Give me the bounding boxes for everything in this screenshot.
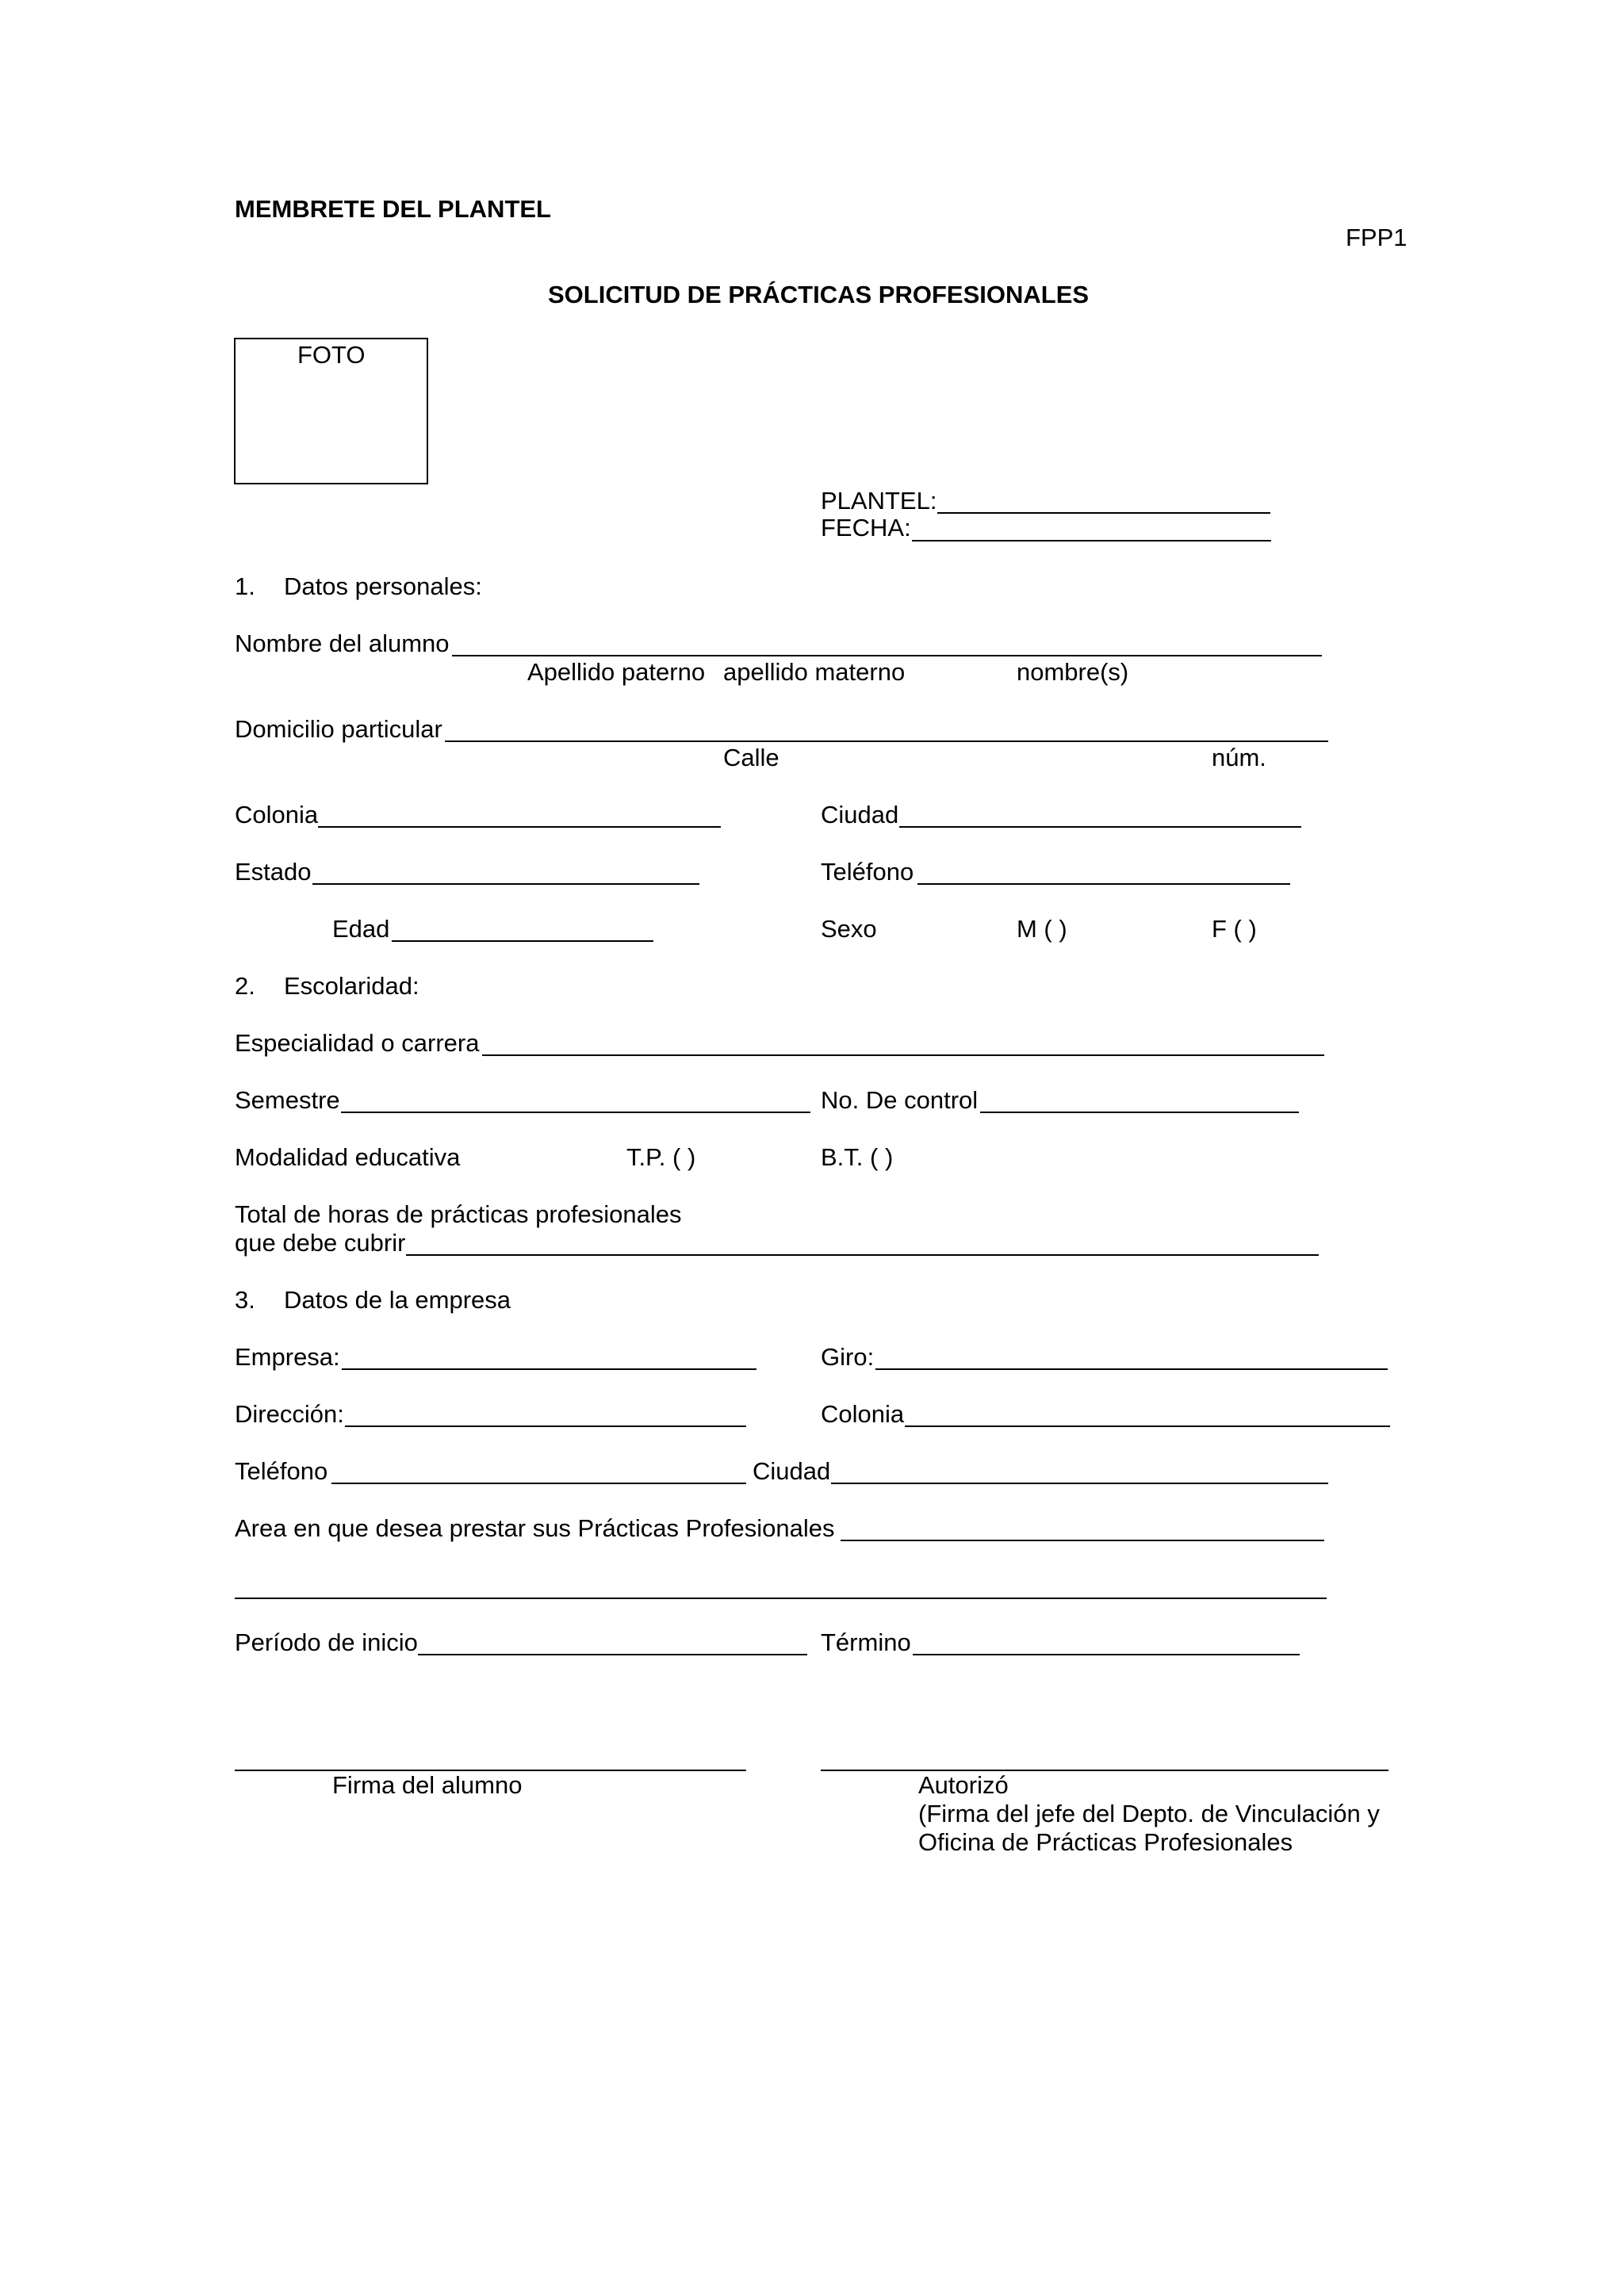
semestre-label: Semestre — [235, 1086, 340, 1114]
firma-alumno-caption: Firma del alumno — [332, 1771, 523, 1799]
control-label: No. De control — [821, 1086, 979, 1114]
area-field-continued[interactable] — [235, 1598, 1327, 1599]
semestre-field[interactable] — [341, 1112, 810, 1113]
control-field[interactable] — [980, 1112, 1299, 1113]
giro-field[interactable] — [875, 1368, 1388, 1370]
section-3-number: 3. — [235, 1286, 255, 1314]
photo-box[interactable] — [234, 338, 428, 484]
empresa-colonia-field[interactable] — [905, 1425, 1390, 1427]
horas-field[interactable] — [406, 1254, 1319, 1256]
modalidad-bt-checkbox[interactable]: B.T. ( ) — [821, 1143, 894, 1171]
edad-label: Edad — [332, 915, 390, 943]
modalidad-tp-checkbox[interactable]: T.P. ( ) — [626, 1143, 696, 1171]
direccion-field[interactable] — [345, 1425, 746, 1427]
form-title: SOLICITUD DE PRÁCTICAS PROFESIONALES — [548, 281, 1090, 308]
section-2-number: 2. — [235, 972, 255, 1000]
apellido-materno-caption: apellido materno — [723, 658, 906, 686]
inicio-label: Período de inicio — [235, 1628, 418, 1656]
estado-label: Estado — [235, 858, 312, 886]
domicilio-label: Domicilio particular — [235, 715, 442, 743]
telefono-field[interactable] — [917, 883, 1290, 885]
colonia-label: Colonia — [235, 801, 319, 828]
ciudad-label: Ciudad — [821, 801, 899, 828]
empresa-label: Empresa: — [235, 1343, 340, 1371]
section-1-number: 1. — [235, 572, 255, 600]
plantel-field[interactable] — [937, 512, 1270, 514]
section-3-title: Datos de la empresa — [284, 1286, 511, 1314]
section-2-title: Escolaridad: — [284, 972, 419, 1000]
empresa-telefono-field[interactable] — [331, 1483, 746, 1484]
empresa-field[interactable] — [342, 1368, 756, 1370]
domicilio-field[interactable] — [445, 740, 1328, 742]
colonia-field[interactable] — [318, 826, 721, 828]
empresa-colonia-label: Colonia — [821, 1400, 905, 1428]
nombres-caption: nombre(s) — [1017, 658, 1129, 686]
fecha-field[interactable] — [912, 540, 1271, 541]
area-label: Area en que desea prestar sus Prácticas Profesionales — [235, 1514, 835, 1542]
autorizo-line[interactable] — [821, 1770, 1388, 1771]
autorizo-caption: Autorizó — [918, 1771, 1009, 1799]
nombre-field[interactable] — [452, 655, 1322, 656]
inicio-field[interactable] — [418, 1654, 807, 1655]
empresa-ciudad-field[interactable] — [831, 1483, 1328, 1484]
letterhead: MEMBRETE DEL PLANTEL — [235, 195, 551, 223]
fecha-label: FECHA: — [821, 514, 911, 541]
empresa-telefono-label: Teléfono — [235, 1457, 328, 1485]
direccion-label: Dirección: — [235, 1400, 344, 1428]
area-field[interactable] — [841, 1540, 1324, 1541]
empresa-ciudad-label: Ciudad — [753, 1457, 831, 1485]
calle-caption: Calle — [723, 744, 779, 771]
apellido-paterno-caption: Apellido paterno — [527, 658, 706, 686]
num-caption: núm. — [1212, 744, 1266, 771]
termino-field[interactable] — [913, 1654, 1300, 1655]
sexo-label: Sexo — [821, 915, 877, 943]
autorizo-caption-line3: Oficina de Prácticas Profesionales — [918, 1828, 1293, 1856]
telefono-label: Teléfono — [821, 858, 914, 886]
giro-label: Giro: — [821, 1343, 875, 1371]
form-code: FPP1 — [1346, 224, 1408, 251]
sexo-f-checkbox[interactable]: F ( ) — [1212, 915, 1257, 943]
estado-field[interactable] — [312, 883, 699, 885]
modalidad-label: Modalidad educativa — [235, 1143, 461, 1171]
photo-label: FOTO — [297, 341, 366, 369]
horas-label-line2: que debe cubrir — [235, 1229, 406, 1257]
section-1-title: Datos personales: — [284, 572, 482, 600]
horas-label-line1: Total de horas de prácticas profesionales — [235, 1200, 682, 1228]
termino-label: Término — [821, 1628, 911, 1656]
especialidad-field[interactable] — [482, 1054, 1324, 1056]
ciudad-field[interactable] — [899, 826, 1301, 828]
especialidad-label: Especialidad o carrera — [235, 1029, 480, 1057]
plantel-label: PLANTEL: — [821, 487, 937, 515]
sexo-m-checkbox[interactable]: M ( ) — [1017, 915, 1067, 943]
autorizo-caption-line2: (Firma del jefe del Depto. de Vinculación y — [918, 1800, 1380, 1827]
edad-field[interactable] — [392, 940, 653, 942]
nombre-label: Nombre del alumno — [235, 629, 450, 657]
